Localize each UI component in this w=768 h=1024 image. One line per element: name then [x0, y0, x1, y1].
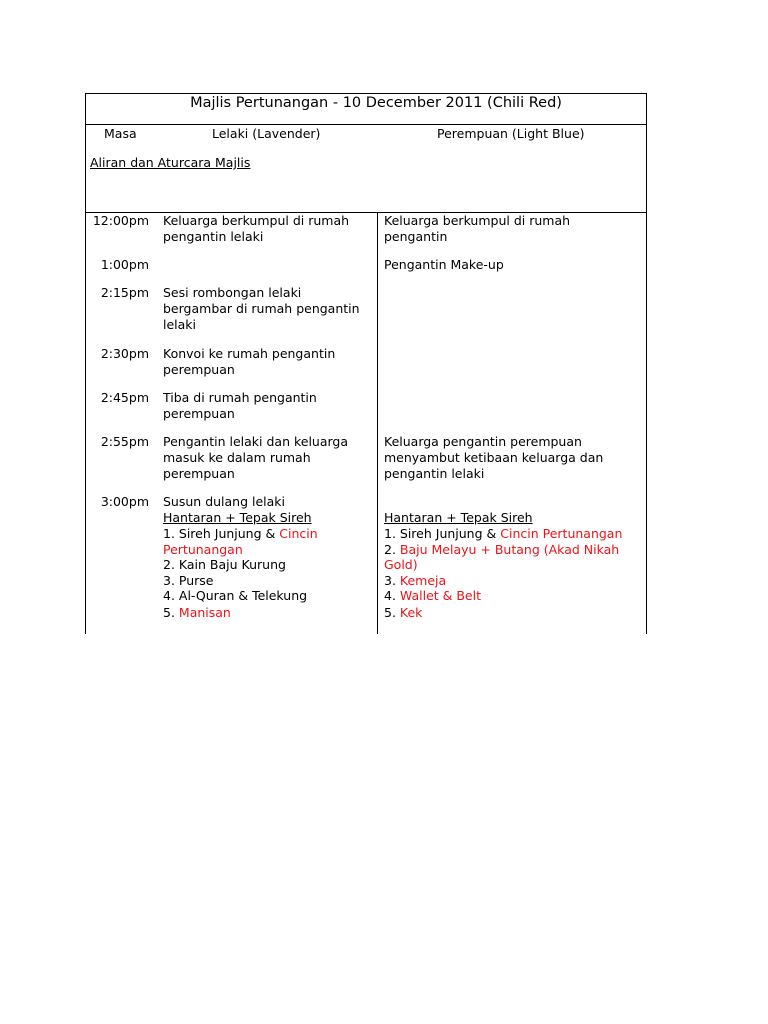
lelaki-item-5 [163, 605, 231, 621]
item-highlight: Manisan [178, 605, 231, 620]
title-box [85, 93, 647, 125]
item-text: 1. Sireh Junjung & [384, 526, 501, 541]
perempuan-item-2-cont: Gold) [384, 557, 418, 572]
lelaki-hantaran-heading: Hantaran + Tepak Sireh [163, 510, 312, 525]
item-text: 1. Sireh Junjung & [163, 526, 280, 541]
lelaki-line: lelaki [163, 317, 197, 332]
item-highlight: Wallet & Belt [399, 588, 481, 603]
item-highlight: Kek [399, 605, 423, 620]
lelaki-line: bergambar di rumah pengantin [163, 301, 360, 316]
lelaki-item-1-cont: Pertunangan [163, 542, 243, 557]
header-perempuan: Perempuan (Light Blue) [437, 126, 585, 141]
row-time: 3:00pm [100, 494, 149, 509]
item-text: 4. [384, 588, 400, 603]
perempuan-line: Pengantin Make-up [384, 257, 504, 272]
perempuan-line: pengantin lelaki [384, 466, 485, 481]
schedule-column-divider [377, 212, 378, 634]
lelaki-item-2: 2. Kain Baju Kurung [163, 557, 286, 572]
header-masa: Masa [104, 126, 137, 141]
perempuan-item-1 [384, 526, 622, 542]
frame-left-top [85, 125, 86, 212]
lelaki-line: Konvoi ke rumah pengantin [163, 346, 336, 361]
section-heading: Aliran dan Aturcara Majlis [90, 155, 251, 170]
item-highlight: Cincin [279, 526, 318, 541]
item-text: 5. [163, 605, 179, 620]
lelaki-line: pengantin lelaki [163, 229, 264, 244]
row-time: 2:30pm [100, 346, 149, 361]
item-highlight: Kemeja [399, 573, 447, 588]
item-highlight: Cincin Pertunangan [500, 526, 623, 541]
row-time: 1:00pm [100, 257, 149, 272]
lelaki-line: masuk ke dalam rumah [163, 450, 311, 465]
perempuan-line: Keluarga berkumpul di rumah [384, 213, 571, 228]
schedule-right-border [646, 212, 647, 634]
header-lelaki: Lelaki (Lavender) [212, 126, 321, 141]
row-time: 12:00pm [92, 213, 149, 228]
lelaki-line: Keluarga berkumpul di rumah [163, 213, 350, 228]
page-title: Majlis Pertunangan - 10 December 2011 (Chili Red) [190, 95, 562, 111]
lelaki-line: Pengantin lelaki dan keluarga [163, 434, 349, 449]
schedule-left-border [85, 212, 86, 634]
perempuan-item-3 [384, 573, 446, 589]
perempuan-line: menyambut ketibaan keluarga dan [384, 450, 604, 465]
perempuan-item-4 [384, 588, 481, 604]
item-highlight: Baju Melayu + Butang (Akad Nikah [399, 542, 620, 557]
item-text: 3. [384, 573, 400, 588]
perempuan-item-5 [384, 605, 422, 621]
lelaki-line: Tiba di rumah pengantin [163, 390, 317, 405]
lelaki-item-1 [163, 526, 318, 542]
lelaki-line: perempuan [163, 406, 235, 421]
lelaki-intro: Susun dulang lelaki [163, 494, 286, 509]
perempuan-item-2 [384, 542, 619, 558]
row-time: 2:15pm [100, 285, 149, 300]
perempuan-line: Keluarga pengantin perempuan [384, 434, 582, 449]
perempuan-line: pengantin [384, 229, 448, 244]
item-text: 2. [384, 542, 400, 557]
lelaki-item-3: 3. Purse [163, 573, 214, 588]
lelaki-item-4: 4. Al-Quran & Telekung [163, 588, 308, 603]
item-text: 5. [384, 605, 400, 620]
frame-right-top [646, 125, 647, 212]
row-time: 2:45pm [100, 390, 149, 405]
row-time: 2:55pm [100, 434, 149, 449]
lelaki-line: perempuan [163, 362, 235, 377]
perempuan-hantaran-heading: Hantaran + Tepak Sireh [384, 510, 533, 525]
lelaki-line: Sesi rombongan lelaki [163, 285, 302, 300]
lelaki-line: perempuan [163, 466, 235, 481]
